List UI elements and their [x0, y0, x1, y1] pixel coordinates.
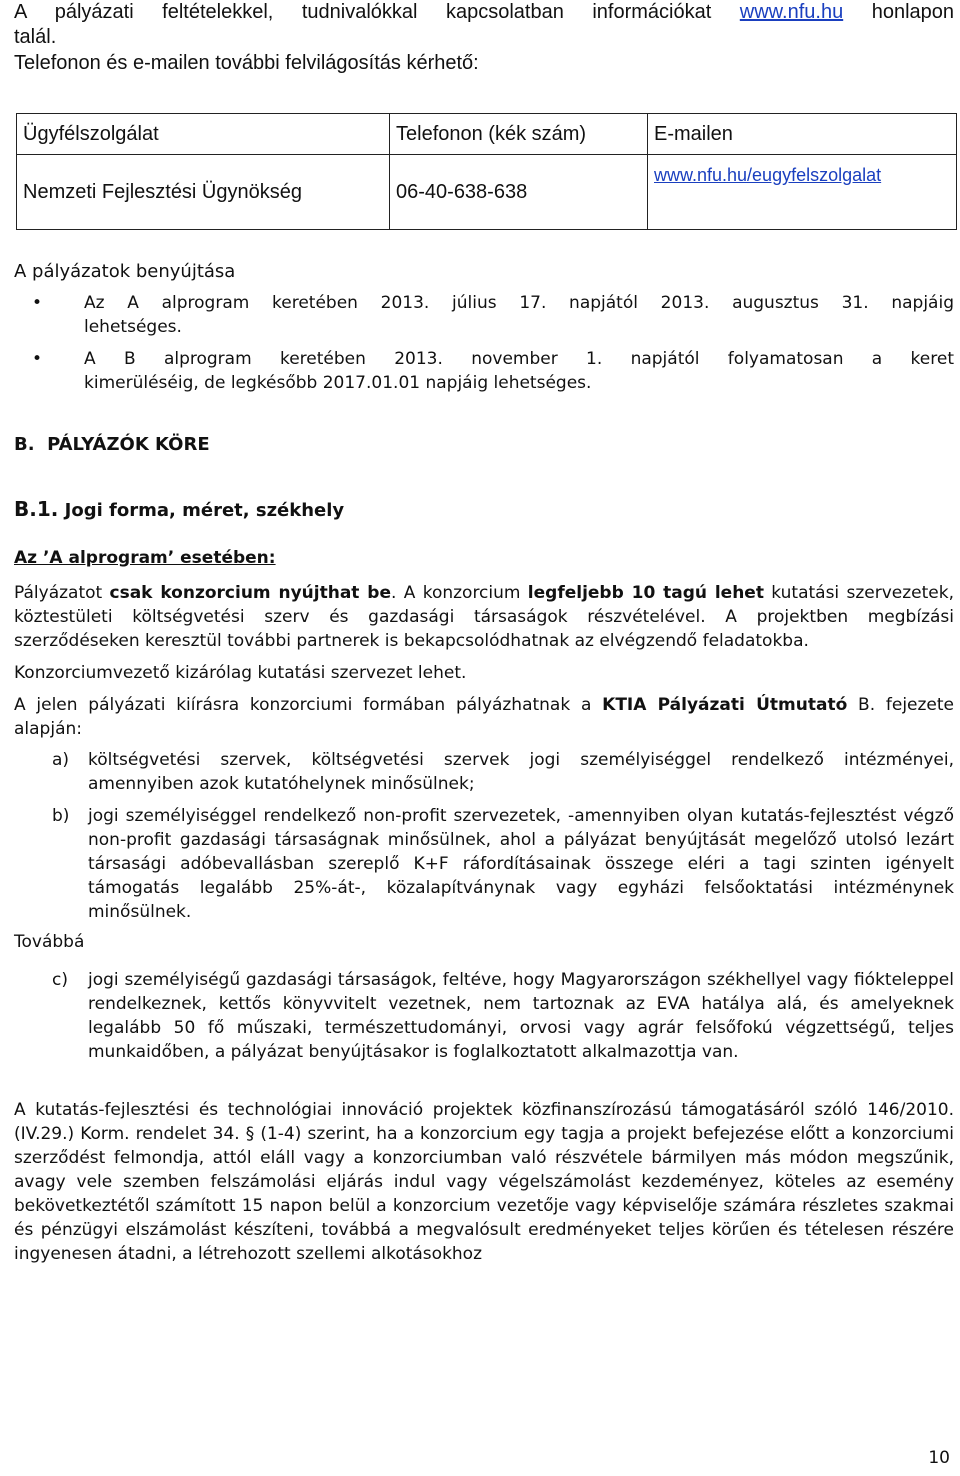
list-item-b [14, 804, 954, 924]
submission-block [14, 259, 954, 395]
list-text: költségvetési szervek, költségvetési szervek jogi személyiséggel rendelkező intézményei, amennyiben azok kutatóhelynek minősülnek; [88, 750, 954, 794]
p3-bold: KTIA Pályázati Útmutató [602, 695, 848, 715]
cell-org: Nemzeti Fejlesztési Ügynökség [17, 155, 390, 230]
list-item-c [14, 968, 954, 1064]
list-label: c) [52, 970, 68, 990]
contact-table-header [17, 114, 957, 155]
paragraph-3 [14, 693, 954, 741]
bullet-item [14, 291, 954, 339]
paragraph-1 [14, 581, 954, 653]
p1-text: kutatási szervezetek, köztestületi költségvetési szerv és gazdasági társaságok részvételével. A projektben megbízási szerződéseken keresztül további partnerek is bekapcsolódhatnak az elvégzendő feladatokba. [14, 583, 954, 651]
p1-text: Pályázatot [14, 583, 110, 603]
list-item-a [14, 748, 954, 796]
p3-text: A jelen pályázati kiírásra konzorciumi formában pályázhatnak a [14, 695, 603, 715]
section-b-heading: B. PÁLYÁZÓK KÖRE [14, 434, 210, 455]
list-label: b) [52, 806, 70, 826]
intro-text: A pályázati feltételekkel, tudnivalókkal kapcsolatban információkat [14, 1, 712, 23]
contact-table-row [17, 155, 957, 230]
bullet-line-cont: lehetséges. [84, 317, 182, 337]
section-b1-number: B.1. [14, 497, 59, 521]
bullet-line-cont: kimerüléséig, de legkésőbb 2017.01.01 napjáig lehetséges. [84, 373, 592, 393]
further-label: Továbbá [14, 932, 85, 952]
list-label: a) [52, 750, 70, 770]
page-number: 10 [928, 1448, 950, 1468]
intro-line-1 [14, 0, 954, 25]
intro-text-post: honlapon [871, 1, 955, 23]
body-block [14, 546, 954, 1266]
section-b1-heading [14, 497, 954, 523]
header-cell-email: E-mailen [648, 114, 957, 155]
section-b1 [14, 497, 954, 523]
intro-block [14, 0, 954, 76]
bullet-line: Az A alprogram keretében 2013. július 17. napjától 2013. augusztus 31. napjáig [84, 293, 954, 313]
submission-title: A pályázatok benyújtása [14, 261, 236, 282]
bullet-item [14, 347, 954, 395]
cell-email [648, 155, 957, 230]
intro-line-1-cont: talál. [14, 26, 57, 48]
header-cell-phone: Telefonon (kék szám) [390, 114, 648, 155]
list-text: jogi személyiségű gazdasági társaságok, feltéve, hogy Magyarországon székhellyel vagy fiókteleppel rendelkeznek, kettős könyvvitelt vezetnek, nem tartoznak az EVA hatálya alá, és amelyeknek legalább 50 fő műszaki, természettudományi, orvosi vagy agrár felsőfokú végzettségű, teljes munkaidőben, a pályázat benyújtásakor is foglalkoztatott alkalmazottja van. [88, 970, 954, 1062]
cell-phone: 06-40-638-638 [390, 155, 648, 230]
paragraph-final: A kutatás-fejlesztési és technológiai innováció projektek közfinanszírozású támogatásáról szóló 146/2010. (IV.29.) Korm. rendelet 34. § (1-4) szerint, ha a konzorcium egy tagja a projekt befejezése előtt a konzorciumi szerződést felmondja, attól eláll vagy a konzorciumban való részvétele bármilyen más módon megszűnik, avagy vele szemben felszámolási eljárás indul vagy végelszámolást kezdeményez, köteles az esemény bekövetkeztétől számított 15 napon belül a konzorcium vezetője vagy képviselője számára részletes szakmai és pénzügyi elszámolást készíteni, továbbá a megvalósult eredményeket teljes körűen és tételesen részére ingyenesen átadni, a létrehozott szellemi alkotásokhoz [14, 1100, 954, 1264]
section-b [14, 433, 954, 457]
header-cell-service: Ügyfélszolgálat [17, 114, 390, 155]
p1-bold: csak konzorcium nyújthat be [109, 583, 391, 603]
list-text: jogi személyiséggel rendelkező non-profit szervezetek, -amennyiben olyan kutatás-fejlesztést végző non-profit gazdasági társaságnak minősülnek, ahol a pályázat benyújtását megelőző utolsó lezárt társasági adóbevallásban szereplő K+F ráfordításainak összege eléri a tagi szinten igényelt támogatás legalább 25%-át-, közalapítványnak vagy egyházi felsőoktatási intézménynek minősülnek. [88, 806, 954, 922]
section-b1-title: Jogi forma, méret, székhely [64, 500, 345, 521]
nfu-link[interactable]: www.nfu.hu [739, 1, 844, 23]
bullet-dot: • [32, 293, 43, 313]
p1-bold: legfeljebb 10 tagú lehet [527, 583, 764, 603]
intro-line-2: Telefonon és e-mailen további felvilágosítás kérhető: [14, 52, 479, 74]
contact-table [16, 113, 957, 230]
email-link[interactable]: www.nfu.hu/eugyfelszolgalat [654, 165, 882, 185]
case-heading: Az ’A alprogram’ esetében: [14, 548, 276, 568]
submission-bullets [14, 291, 954, 395]
p1-text: . A konzorcium [391, 583, 528, 603]
bullet-dot: • [32, 349, 43, 369]
paragraph-2: Konzorciumvezető kizárólag kutatási szervezet lehet. [14, 663, 467, 683]
p3-text: B. fejezete alapján: [14, 695, 955, 739]
bullet-line: A B alprogram keretében 2013. november 1. napjától folyamatosan a keret [84, 349, 954, 369]
